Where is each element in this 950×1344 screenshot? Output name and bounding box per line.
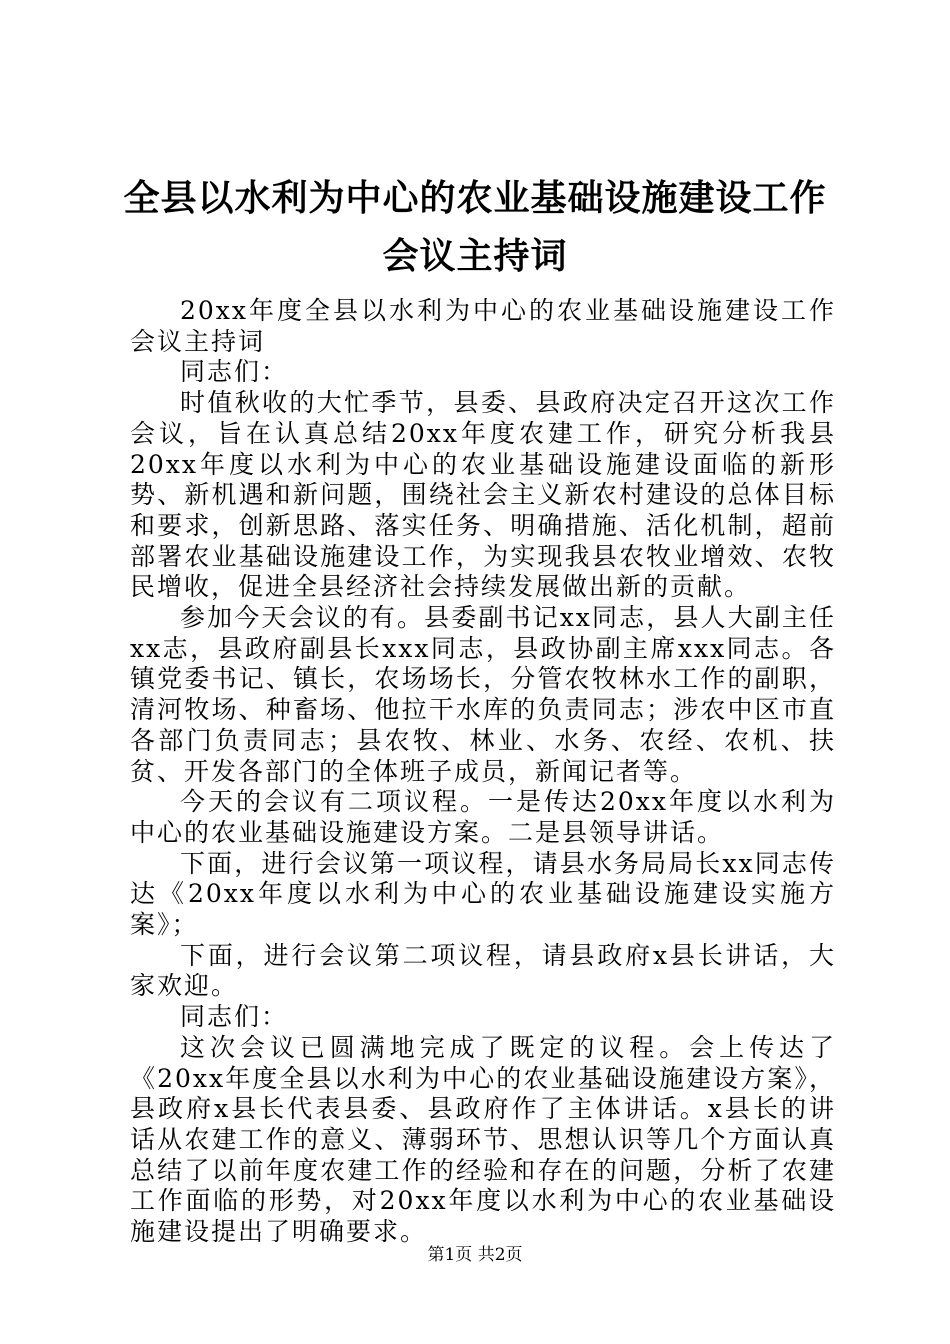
document-body [130, 296, 836, 1248]
paragraph-salutation-2: 同志们： [180, 1002, 289, 1032]
document-title: 全县以水利为中心的农业基础设施建设工作会议主持词 [123, 178, 827, 277]
paragraph-attendees: 参加今天会议的有。县委副书记xx同志，县人大副主任xx志，县政府副县长xxx同志，县政协副主席xxx同志。各镇党委书记、镇长，农场场长，分管农牧林水工作的副职，清河牧场、种畜场、他拉干水库的负责同志；涉农中区市直各部门负责同志；县农牧、林业、水务、农经、农机、扶贫、开发各部门的全体班子成员，新闻记者等。 [130, 603, 836, 786]
paragraph-subtitle: 20xx年度全县以水利为中心的农业基础设施建设工作会议主持词 [130, 296, 836, 356]
paragraph-agenda-item-2: 下面，进行会议第二项议程，请县政府x县长讲话，大家欢迎。 [130, 940, 836, 1001]
paragraph-agenda: 今天的会议有二项议程。一是传达20xx年度以水利为中心的农业基础设施建设方案。二是县领导讲话。 [130, 787, 836, 847]
paragraph-opening: 时值秋收的大忙季节，县委、县政府决定召开这次工作会议，旨在认真总结20xx年度农建工作，研究分析我县20xx年度以水利为中心的农业基础设施建设面临的新形势、新机遇和新问题，围绕社会主义新农村建设的总体目标和要求，创新思路、落实任务、明确措施、活化机制，超前部署农业基础设施建设工作，为实现我县农牧业增效、农牧民增收，促进全县经济社会持续发展做出新的贡献。 [130, 388, 836, 602]
page-number-footer: 第1页 共2页 [427, 1245, 523, 1265]
paragraph-summary: 这次会议已圆满地完成了既定的议程。会上传达了《20xx年度全县以水利为中心的农业基础设施建设方案》，县政府x县长代表县委、县政府作了主体讲话。x县长的讲话从农建工作的意义、薄弱环节、思想认识等几个方面认真总结了以前年度农建工作的经验和存在的问题，分析了农建工作面临的形势，对20xx年度以水利为中心的农业基础设施建设提出了明确要求。 [130, 1032, 836, 1247]
paragraph-salutation: 同志们： [180, 357, 289, 387]
paragraph-agenda-item-1: 下面，进行会议第一项议程，请县水务局局长xx同志传达《20xx年度以水利为中心的农业基础设施建设实施方案》； [130, 848, 836, 940]
